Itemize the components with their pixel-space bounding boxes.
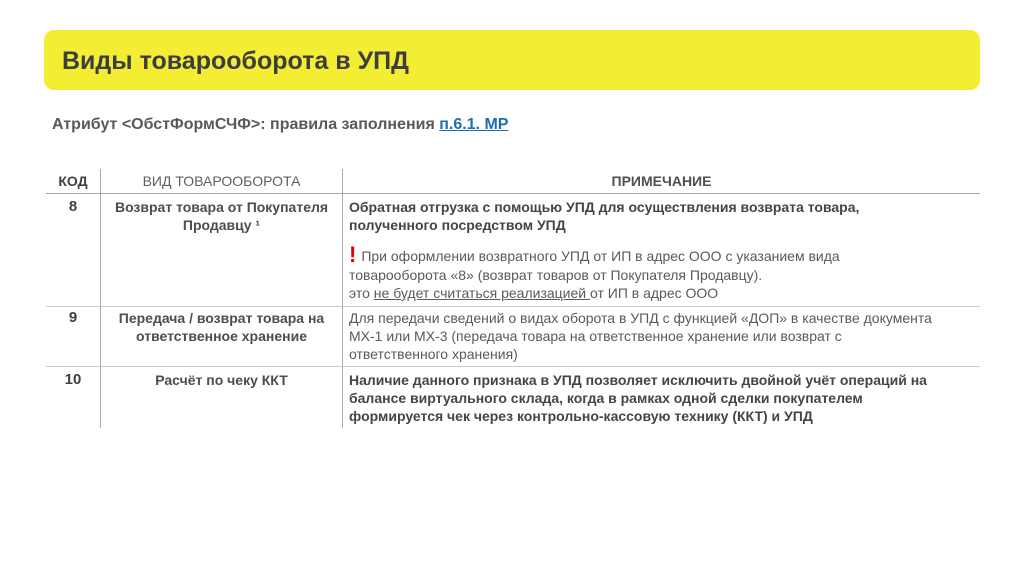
warning-prefix: это bbox=[349, 285, 374, 301]
row-code: 9 bbox=[68, 309, 78, 326]
table-header bbox=[46, 169, 980, 193]
note-line: Обратная отгрузка с помощью УПД для осуществления возврата товара, bbox=[349, 199, 860, 215]
header-code: КОД bbox=[58, 173, 88, 189]
type-line: Расчёт по чеку ККТ bbox=[155, 372, 288, 388]
subtitle bbox=[52, 114, 508, 136]
note-line: МХ-1 или МХ-3 (передача товара на ответственное хранение или возврат с bbox=[349, 328, 842, 344]
row-note bbox=[343, 307, 980, 366]
row-type bbox=[101, 307, 342, 366]
header-type: ВИД ТОВАРООБОРОТА bbox=[142, 173, 301, 189]
row-note bbox=[343, 367, 980, 428]
row-type bbox=[101, 367, 342, 428]
table-row bbox=[46, 367, 980, 428]
warning-line: товарооборота «8» (возврат товаров от Покупателя Продавцу). bbox=[349, 267, 763, 283]
warning-line bbox=[349, 284, 980, 302]
warning-suffix: от ИП в адрес ООО bbox=[589, 285, 719, 301]
row-code: 10 bbox=[64, 371, 82, 388]
warning-line bbox=[349, 242, 980, 267]
row-note bbox=[343, 194, 980, 306]
note-line: балансе виртуального склада, когда в рамках одной сделки покупателем bbox=[349, 390, 863, 406]
type-line: Возврат товара от Покупателя bbox=[114, 199, 329, 215]
row-type bbox=[101, 194, 342, 306]
type-line: ответственное хранение bbox=[136, 328, 307, 344]
note-line: Для передачи сведений о видах оборота в УПД с функцией «ДОП» в качестве документа bbox=[349, 310, 932, 326]
type-line: Передача / возврат товара на bbox=[118, 310, 325, 326]
note-line: полученного посредством УПД bbox=[349, 217, 566, 233]
table-row bbox=[46, 194, 980, 306]
type-line: Продавцу ¹ bbox=[182, 217, 261, 233]
row-code: 8 bbox=[68, 198, 78, 215]
table-row bbox=[46, 307, 980, 366]
turnover-types-table bbox=[46, 169, 980, 428]
title-banner bbox=[44, 30, 980, 90]
exclamation-icon: ! bbox=[349, 242, 357, 267]
note-line: формируется чек через контрольно-кассовую технику (ККТ) и УПД bbox=[349, 408, 813, 424]
page-title: Виды товарооборота в УПД bbox=[62, 47, 409, 75]
subtitle-text: Атрибут <ОбстФормСЧФ>: правила заполнения bbox=[52, 116, 440, 133]
note-line: Наличие данного признака в УПД позволяет исключить двойной учёт операций на bbox=[349, 372, 927, 388]
warning-underlined: не будет считаться реализацией bbox=[373, 285, 590, 301]
reference-link[interactable]: п.6.1. МР bbox=[439, 116, 509, 133]
warning-text: При оформлении возвратного УПД от ИП в адрес ООО с указанием вида bbox=[361, 248, 840, 264]
note-line: ответственного хранения) bbox=[349, 346, 518, 362]
warning-note bbox=[349, 242, 980, 302]
header-note: ПРИМЕЧАНИЕ bbox=[611, 173, 712, 189]
